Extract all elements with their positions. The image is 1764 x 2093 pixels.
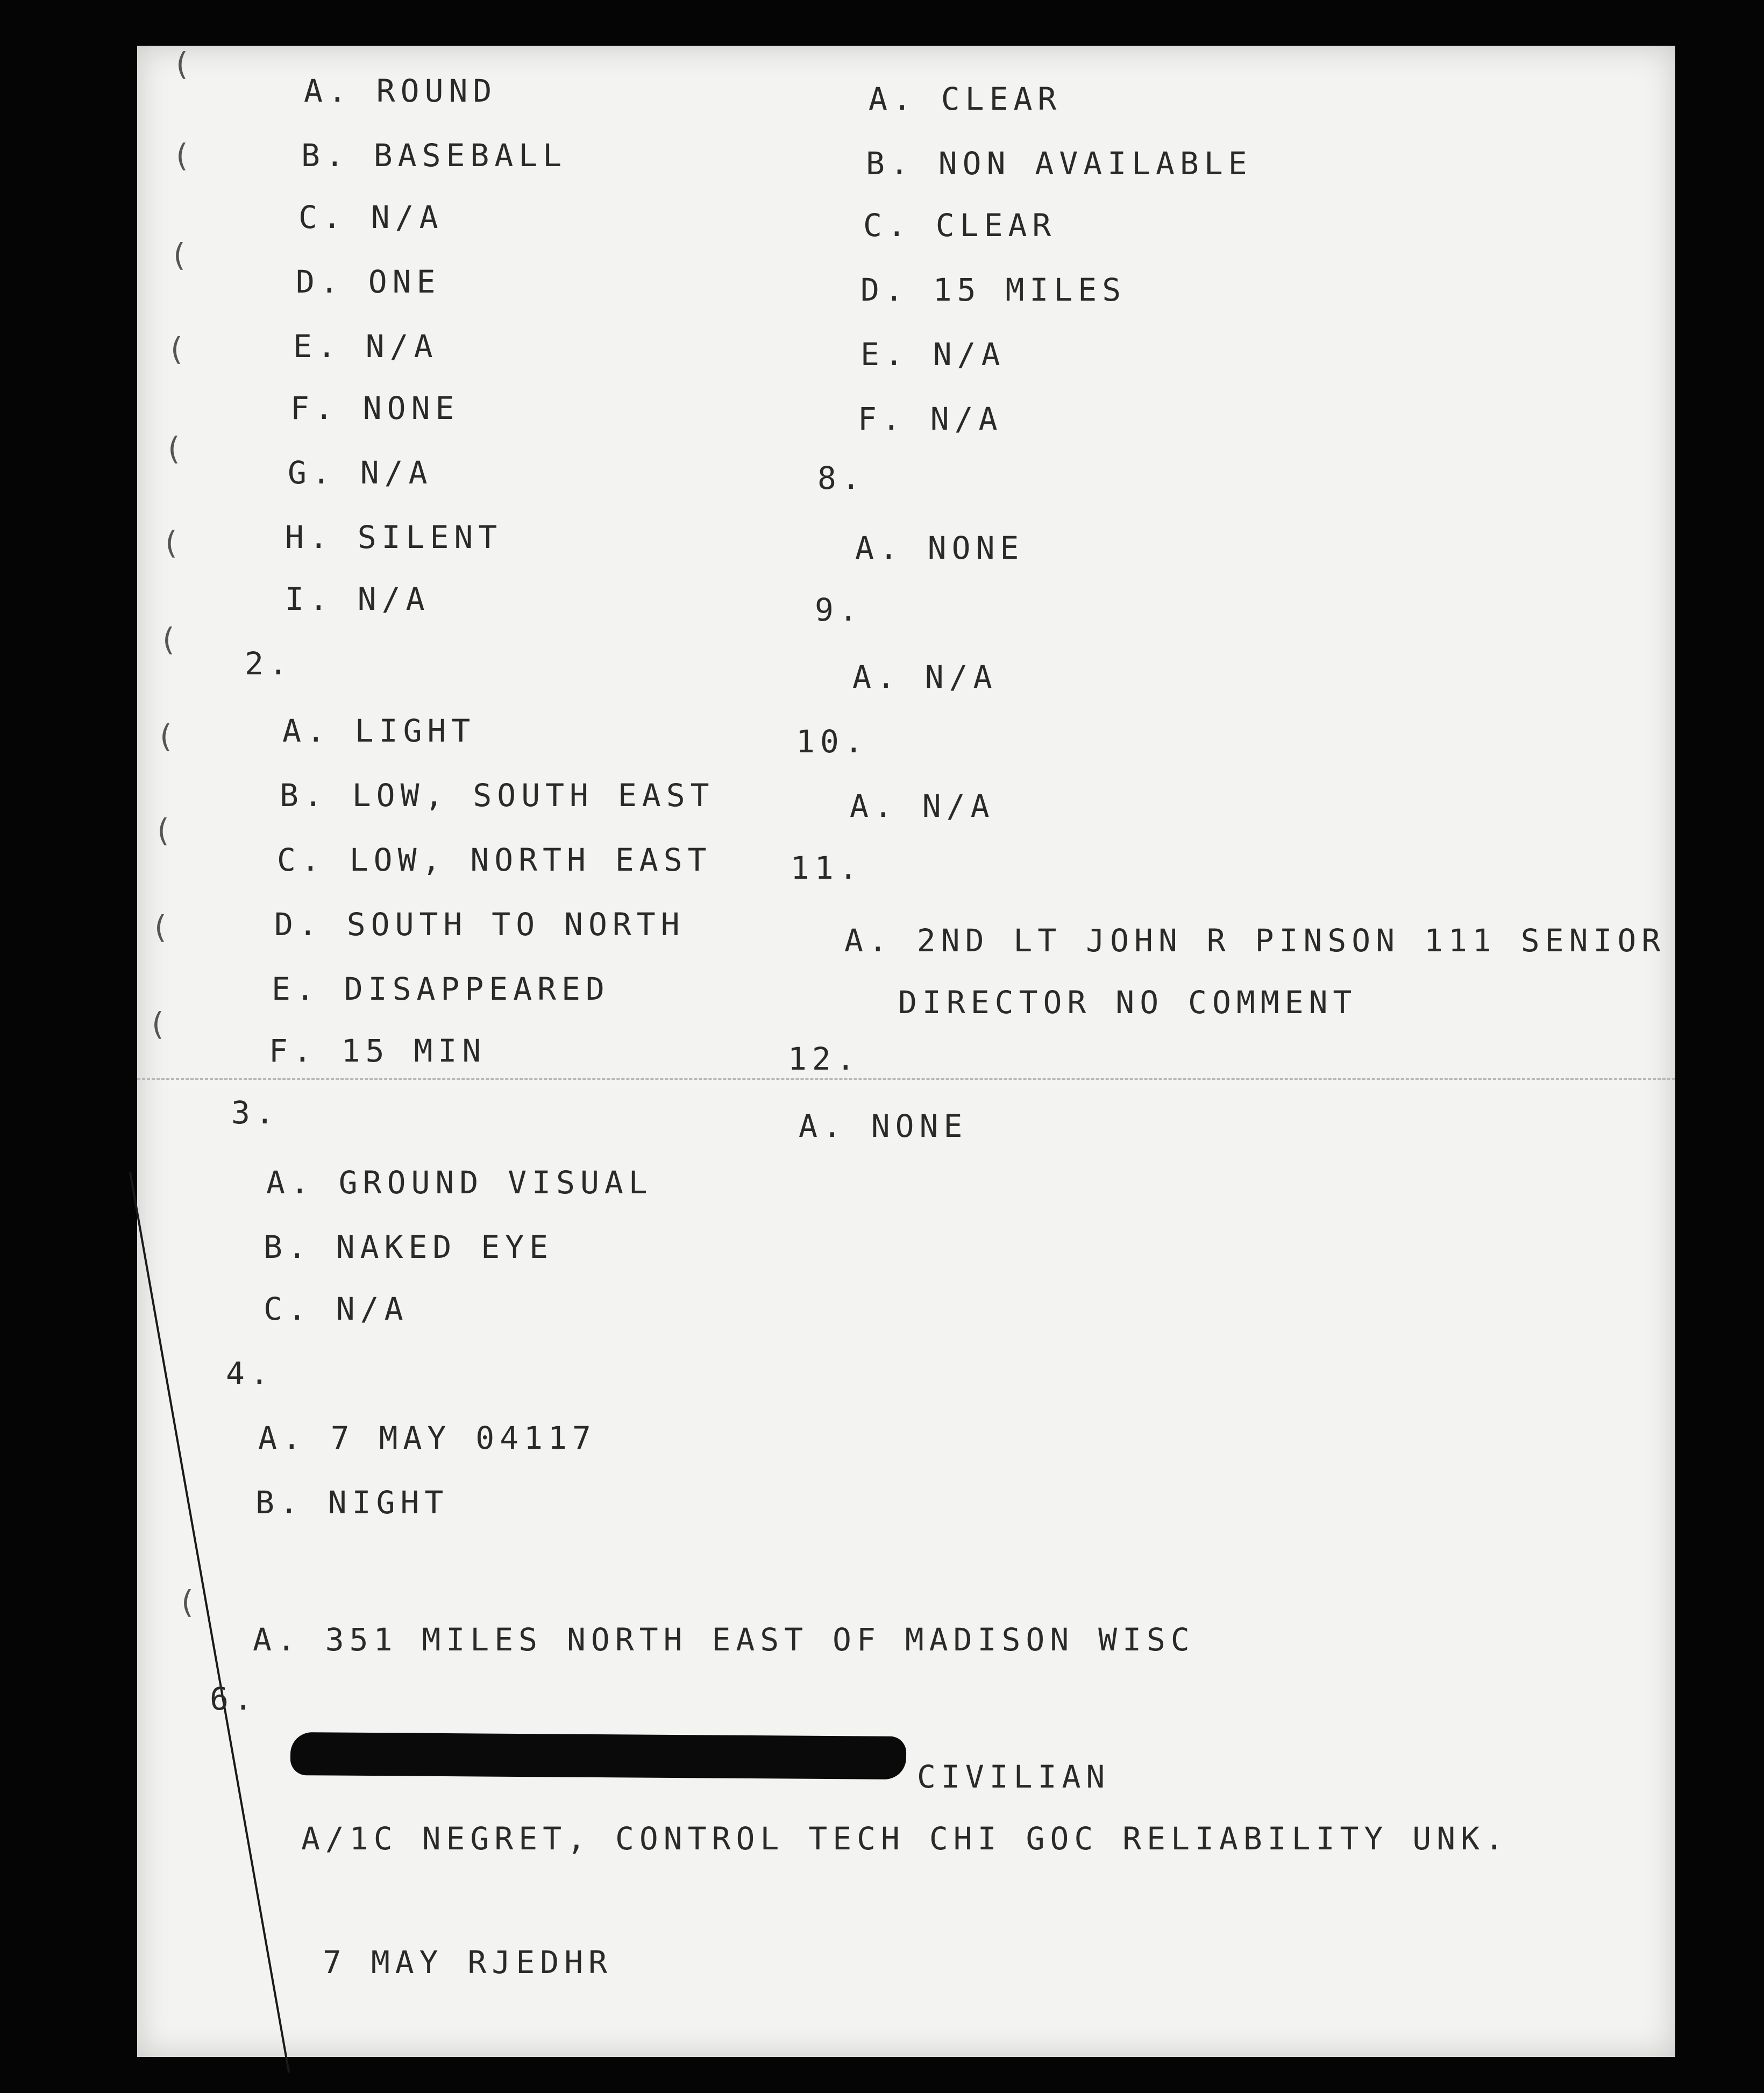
margin-mark: ( (148, 1006, 167, 1042)
item-3-a: A. GROUND VISUAL (266, 1164, 653, 1201)
item-3-b: B. NAKED EYE (264, 1229, 554, 1265)
margin-mark: ( (172, 137, 191, 174)
item-11-label: 11. (791, 850, 863, 886)
item-7-d: D. 15 MILES (860, 272, 1127, 308)
item-12-label: 12. (788, 1041, 860, 1077)
redaction-bar (290, 1732, 907, 1779)
item-6-civilian: CIVILIAN (917, 1759, 1111, 1795)
item-11-a-cont: DIRECTOR NO COMMENT (898, 984, 1357, 1021)
item-12-a: A. NONE (799, 1108, 968, 1144)
item-2-a: A. LIGHT (282, 713, 476, 749)
item-1-b: B. BASEBALL (301, 137, 567, 174)
item-1-g: G. N/A (288, 454, 433, 491)
item-8-a: A. NONE (855, 530, 1025, 566)
item-4-label: 4. (226, 1355, 274, 1392)
item-7-f: F. N/A (858, 401, 1003, 437)
item-1-f: F. NONE (290, 390, 460, 426)
item-6-negret: A/1C NEGRET, CONTROL TECH CHI GOC RELIABILITY UNK. (301, 1820, 1509, 1857)
item-4-a: A. 7 MAY 04117 (258, 1420, 596, 1456)
item-10-a: A. N/A (850, 788, 995, 824)
item-4-b: B. NIGHT (255, 1484, 449, 1521)
item-8-label: 8. (817, 460, 866, 496)
margin-mark: ( (153, 812, 172, 849)
margin-mark: ( (172, 46, 191, 82)
margin-mark: ( (151, 909, 169, 945)
item-5-a: A. 351 MILES NORTH EAST OF MADISON WISC (253, 1621, 1195, 1658)
margin-mark: ( (167, 331, 186, 367)
margin-mark: ( (156, 718, 175, 754)
item-1-a: A. ROUND (304, 73, 497, 109)
item-1-e: E. N/A (293, 328, 438, 365)
item-3-c: C. N/A (264, 1291, 409, 1327)
margin-mark: ( (159, 621, 177, 658)
item-9-label: 9. (815, 592, 863, 628)
fold-line (137, 1078, 1675, 1080)
item-7-a: A. CLEAR (869, 81, 1062, 117)
item-2-b: B. LOW, SOUTH EAST (280, 777, 715, 814)
item-2-c: C. LOW, NORTH EAST (277, 842, 712, 878)
item-2-d: D. SOUTH TO NORTH (274, 906, 685, 943)
item-7-b: B. NON AVAILABLE (866, 145, 1253, 182)
item-1-c: C. N/A (298, 199, 444, 236)
item-1-i: I. N/A (285, 581, 430, 617)
item-3-label: 3. (231, 1094, 280, 1131)
item-6-date: 7 MAY RJEDHR (323, 1944, 613, 1981)
item-2-label: 2. (245, 645, 293, 682)
margin-mark: ( (169, 237, 188, 273)
margin-mark: ( (177, 1584, 196, 1620)
item-7-e: E. N/A (860, 336, 1006, 373)
item-7-c: C. CLEAR (863, 207, 1057, 244)
item-10-label: 10. (796, 723, 869, 760)
item-9-a: A. N/A (852, 659, 998, 695)
item-2-f: F. 15 MIN (269, 1033, 487, 1069)
item-1-h: H. SILENT (285, 519, 503, 556)
item-2-e: E. DISAPPEARED (272, 971, 610, 1007)
margin-mark: ( (161, 524, 180, 561)
item-1-d: D. ONE (296, 264, 441, 300)
margin-mark: ( (164, 430, 183, 467)
item-11-a: A. 2ND LT JOHN R PINSON 111 SENIOR (844, 922, 1666, 959)
item-6-label: 6. (210, 1681, 258, 1717)
